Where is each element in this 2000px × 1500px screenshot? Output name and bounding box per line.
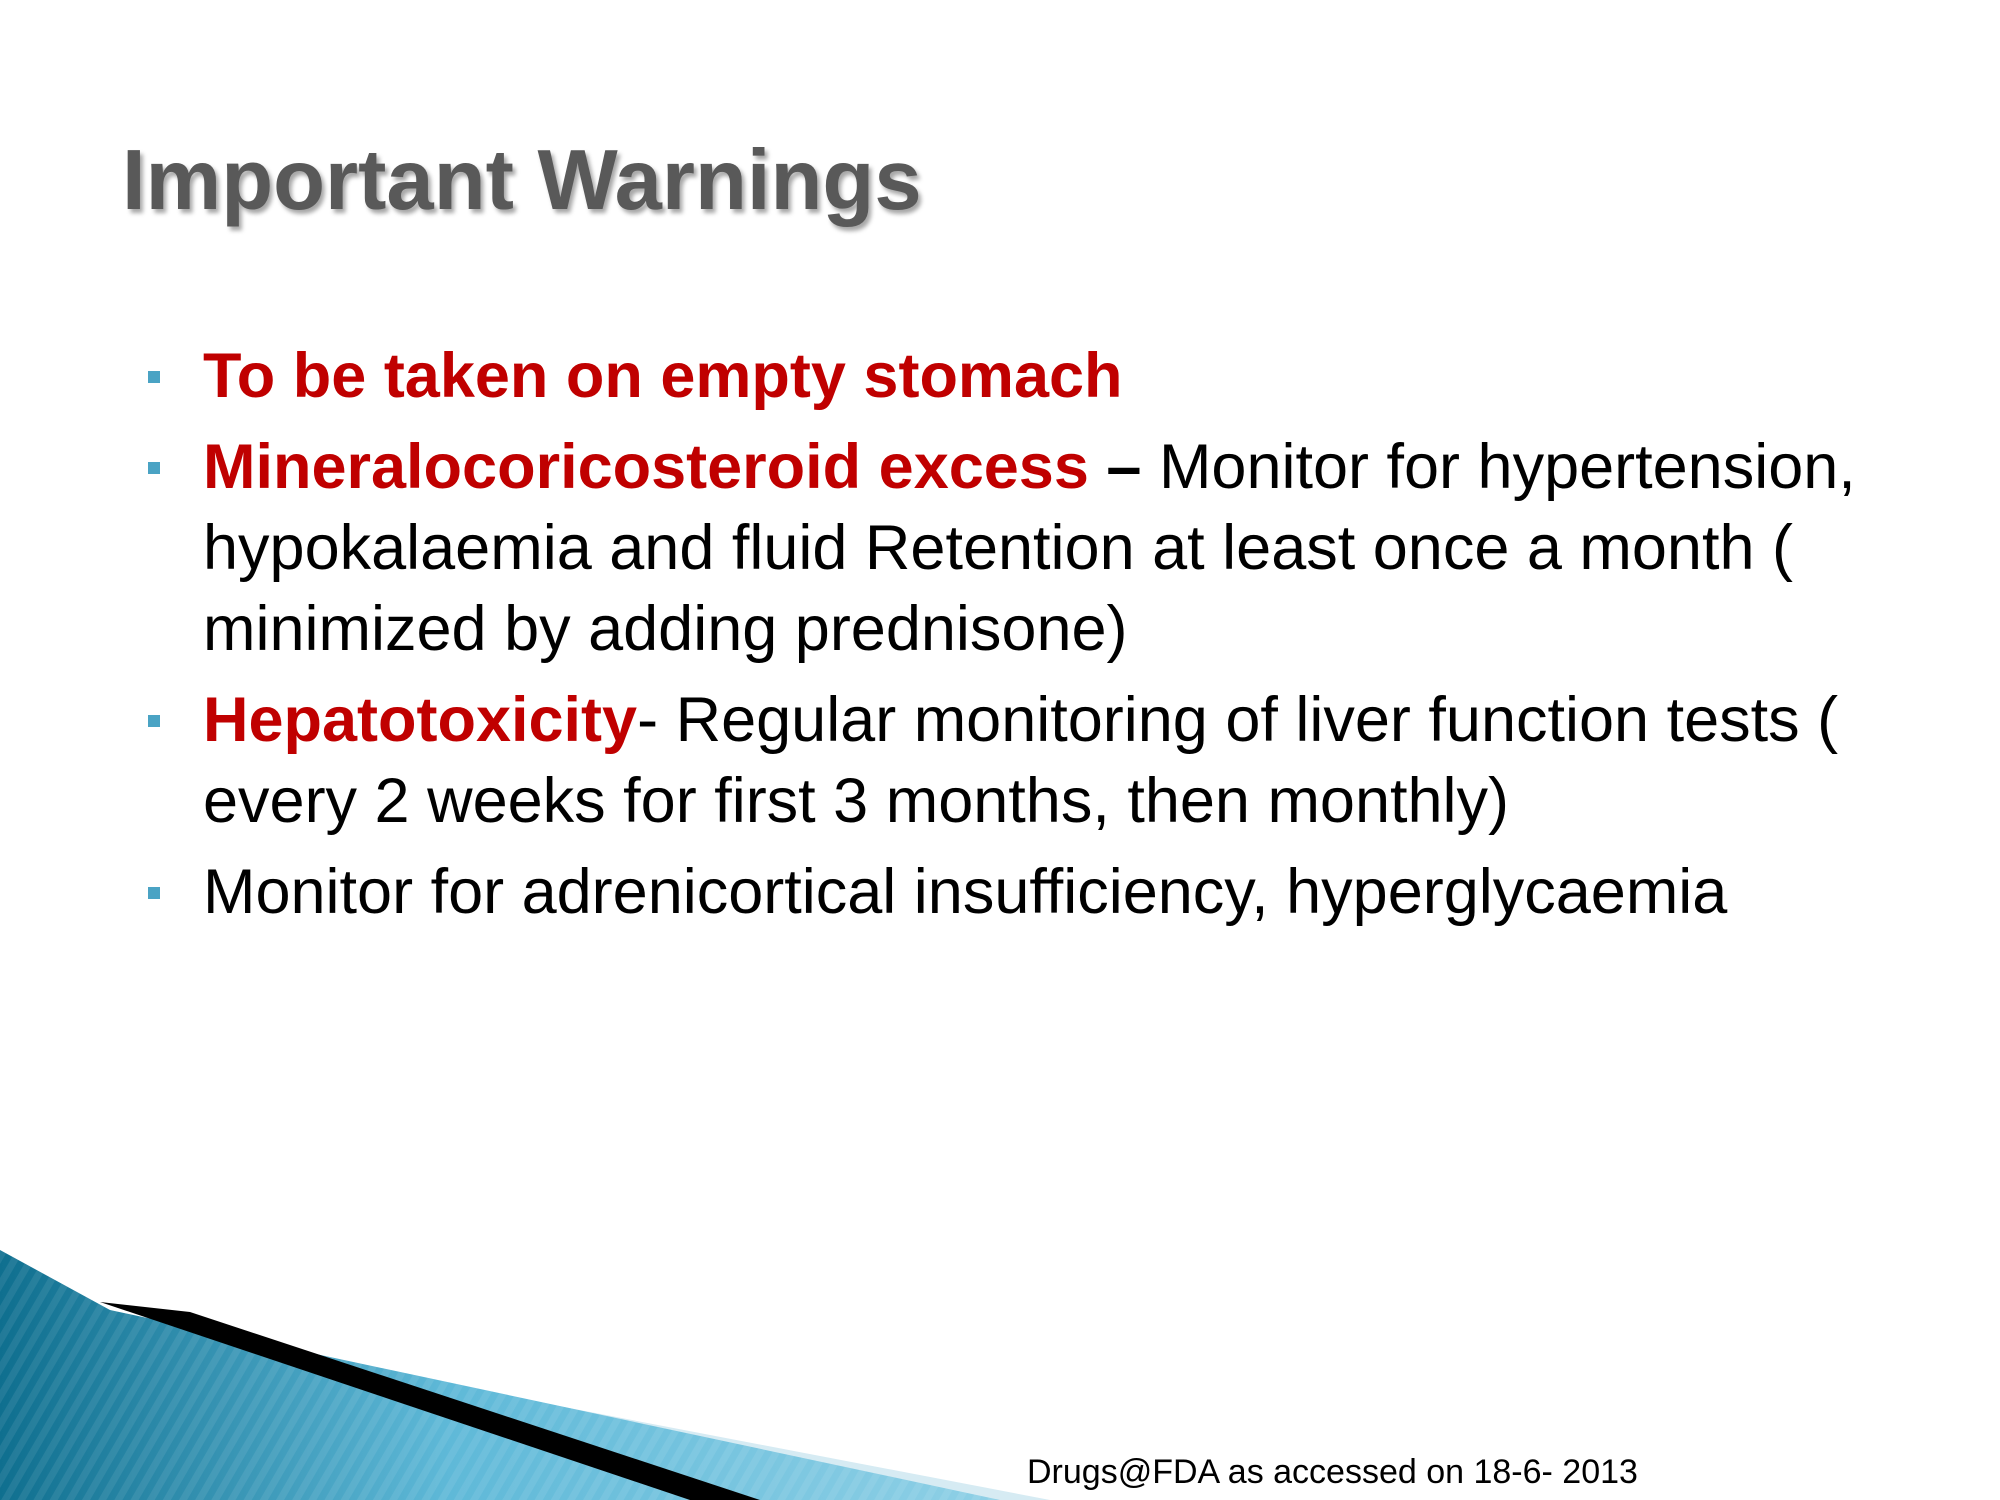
slide-title: Important Warnings [122,133,922,228]
bullet-highlight: Hepatotoxicity [203,685,638,755]
bullet-item-empty-stomach [148,336,1908,417]
bullet-text: Regular monitoring of liver function tests ( every 2 weeks for first 3 months, then monthly) [203,685,1839,836]
bullet-item-hepatotoxicity [148,680,1908,842]
bullet-item-adrenocortical [148,852,1908,933]
bullet-list [148,336,1908,943]
bullet-highlight: To be taken on empty stomach [203,341,1123,411]
source-footnote: Drugs@FDA as accessed on 18-6- 2013 [1027,1453,1638,1491]
square-bullet-icon [148,371,160,383]
bullet-text: Monitor for adrenicortical insufficiency, hyperglycaemia [203,857,1728,927]
square-bullet-icon [148,715,160,727]
square-bullet-icon [148,887,160,899]
decorative-wave-graphic [0,1250,2000,1500]
bullet-text: Monitor for hypertension, hypokalaemia and fluid Retention at least once a month ( minimized by adding prednisone) [203,432,1856,664]
square-bullet-icon [148,462,160,474]
bullet-item-mineralocorticoid [148,427,1908,670]
bullet-separator: - [637,685,676,755]
bullet-highlight: Mineralocoricosteroid excess [203,432,1089,502]
bullet-separator: – [1088,432,1159,502]
